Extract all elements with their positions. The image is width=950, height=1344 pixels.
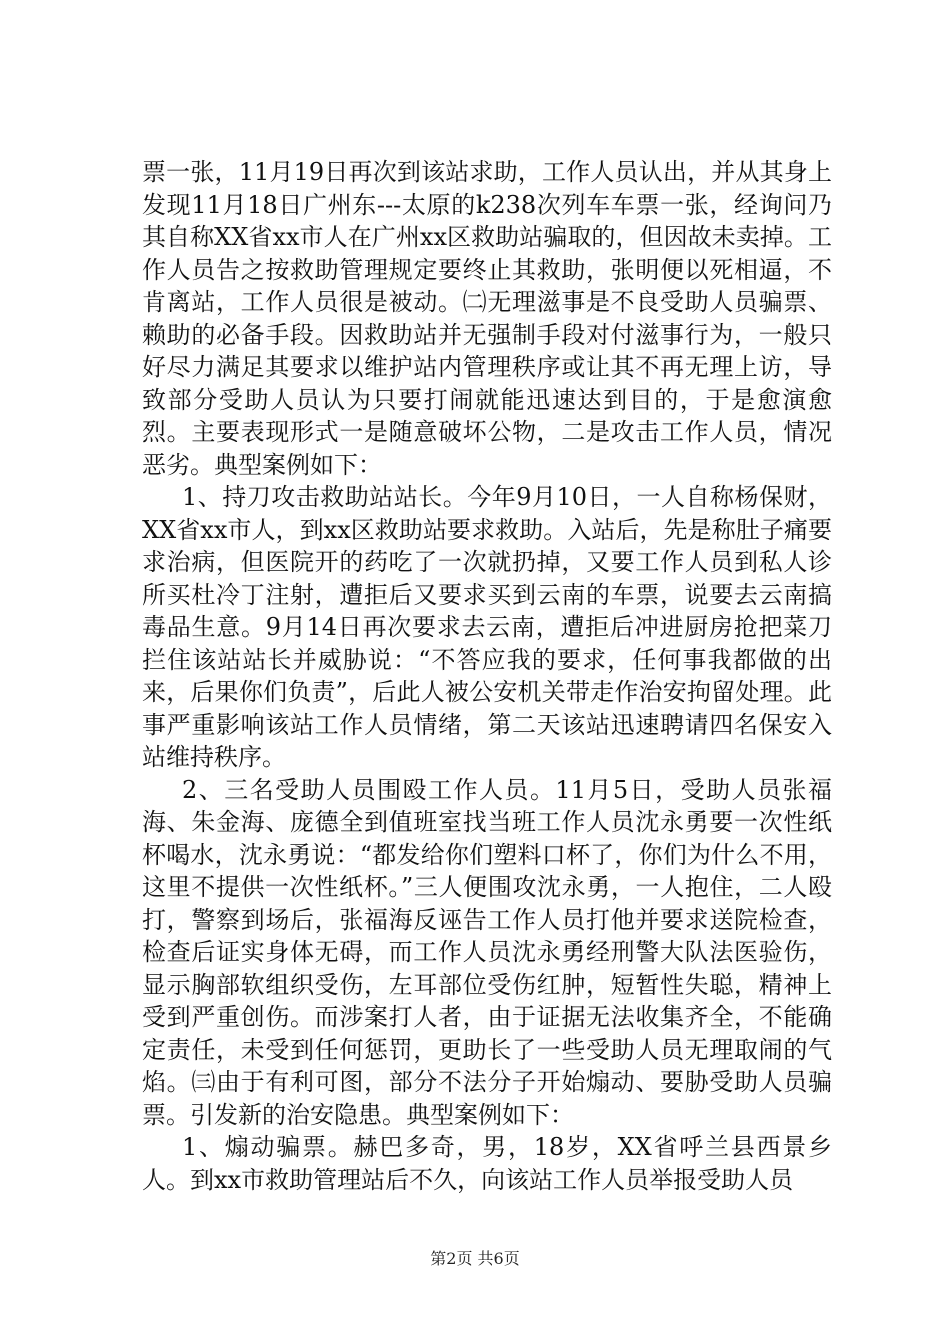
page-number-footer: 第2页 共6页 — [430, 1249, 520, 1268]
document-body — [142, 156, 832, 1196]
paragraph-case-incitement: 1、煽动骗票。赫巴多奇，男，18岁，XX省呼兰县西景乡人。到xx市救助管理站后不久，向该站工作人员举报受助人员 — [142, 1133, 832, 1194]
paragraph-case-assault: 2、三名受助人员围殴工作人员。11月5日，受助人员张福海、朱金海、庞德全到值班室找当班工作人员沈永勇要一次性纸杯喝水，沈永勇说：“都发给你们塑料口杯了，你们为什么不用，这里不提供一次性纸杯。”三人便围攻沈永勇，一人抱住，二人殴打，警察到场后，张福海反诬告工作人员打他并要求送院检查，检查后证实身体无碍，而工作人员沈永勇经刑警大队法医验伤，显示胸部软组织受伤，左耳部位受伤红肿，短暂性失聪，精神上受到严重创伤。而涉案打人者，由于证据无法收集齐全，不能确定责任，未受到任何惩罚，更助长了一些受助人员无理取闹的气焰。㈢由于有利可图，部分不法分子开始煽动、要胁受助人员骗票。引发新的治安隐患。典型案例如下： — [142, 775, 832, 1129]
paragraph-continuation: 票一张，11月19日再次到该站求助，工作人员认出，并从其身上发现11月18日广州东---太原的k238次列车车票一张，经询问乃其自称XX省xx市人在广州xx区救助站骗取的，但因故未卖掉。工作人员告之按救助管理规定要终止其救助，张明便以死相逼，不肯离站，工作人员很是被动。㈡无理滋事是不良受助人员骗票、赖助的必备手段。因救助站并无强制手段对付滋事行为，一般只好尽力满足其要求以维护站内管理秩序或让其不再无理上访，导致部分受助人员认为只要打闹就能迅速达到目的，于是愈演愈烈。主要表现形式一是随意破坏公物，二是攻击工作人员，情况恶劣。典型案例如下： — [142, 158, 832, 479]
paragraph-case-knife-attack: 1、持刀攻击救助站站长。今年9月10日，一人自称杨保财，XX省xx市人，到xx区救助站要求救助。入站后，先是称肚子痛要求治病，但医院开的药吃了一次就扔掉，又要工作人员到私人诊所买杜冷丁注射，遭拒后又要求买到云南的车票，说要去云南搞毒品生意。9月14日再次要求去云南，遭拒后冲进厨房抢把菜刀拦住该站站长并威胁说：“不答应我的要求，任何事我都做的出来，后果你们负责”，后此人被公安机关带走作治安拘留处理。此事严重影响该站工作人员情绪，第二天该站迅速聘请四名保安入站维持秩序。 — [142, 483, 832, 771]
